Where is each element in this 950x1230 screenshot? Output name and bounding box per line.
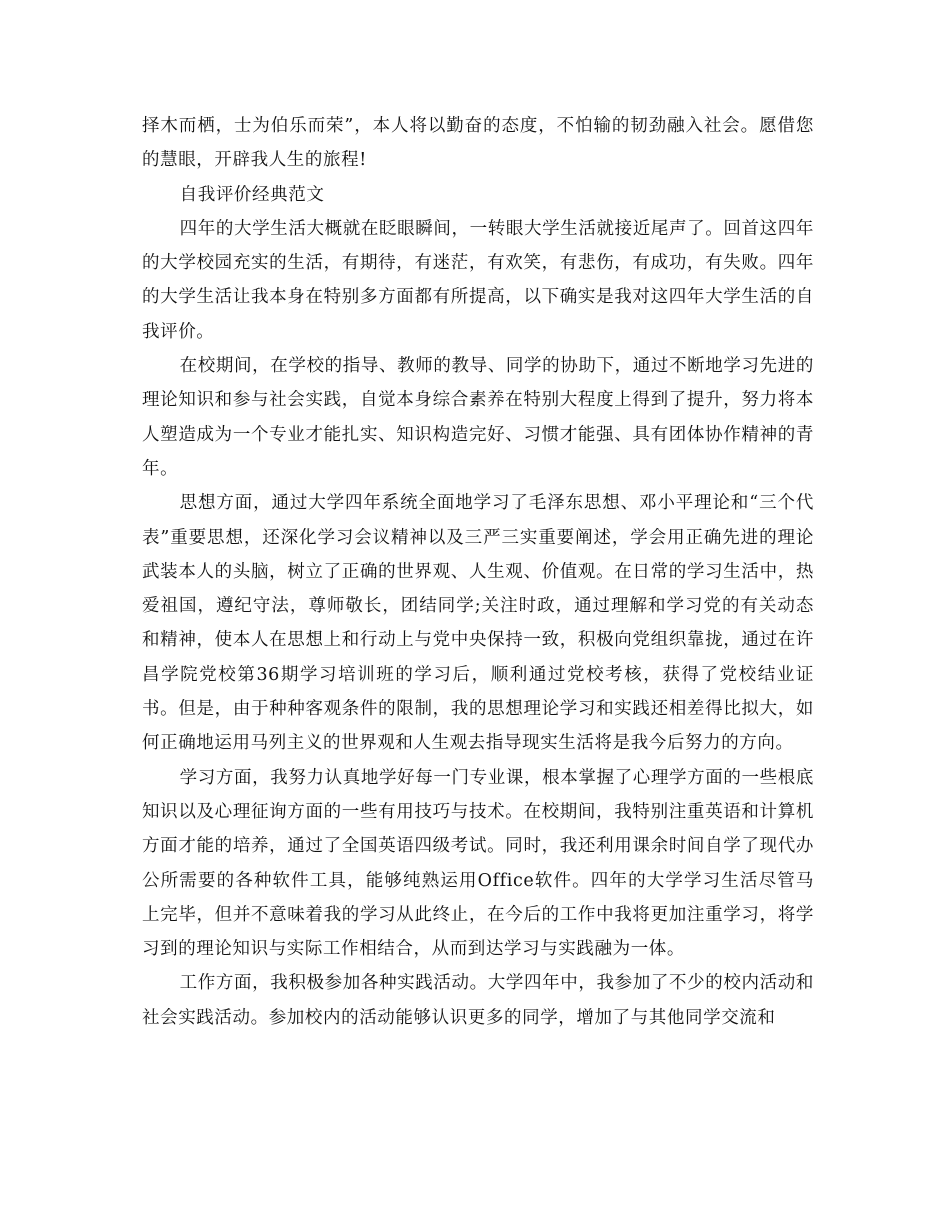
paragraph-work: 工作方面，我积极参加各种实践活动。大学四年中，我参加了不少的校内活动和社会实践活动。参加校内的活动能够认识更多的同学，增加了与其他同学交流和 <box>142 973 814 1028</box>
paragraph-intro: 四年的大学生活大概就在眨眼瞬间，一转眼大学生活就接近尾声了。回首这四年的大学校园充实的生活，有期待，有迷茫，有欢笑，有悲伤，有成功，有失败。四年的大学生活让我本身在特别多方面都有所提高，以下确实是我对这四年大学生活的自我评价。 <box>142 218 814 342</box>
section-heading: 自我评价经典范文 <box>179 184 325 205</box>
paragraph-study: 学习方面，我努力认真地学好每一门专业课，根本掌握了心理学方面的一些根底知识以及心理征询方面的一些有用技巧与技术。在校期间，我特别注重英语和计算机方面才能的培养，通过了全国英语四级考试。同时，我还利用课余时间自学了现代办公所需要的各种软件工具，能够纯熟运用Office软件。四年的大学学习生活尽管马上完毕，但并不意味着我的学习从此终止，在今后的工作中我将更加注重学习，将学习到的理论知识与实际工作相结合，从而到达学习与实践融为一体。 <box>142 767 814 960</box>
paragraph-ideology: 思想方面，通过大学四年系统全面地学习了毛泽东思想、邓小平理论和“三个代表”重要思想，还深化学习会议精神以及三严三实重要阐述，学会用正确先进的理论武装本人的头脑，树立了正确的世界观、人生观、价值观。在日常的学习生活中，热爱祖国，遵纪守法，尊师敬长，团结同学;关注时政，通过理解和学习党的有关动态和精神，使本人在思想上和行动上与党中央保持一致，积极向党组织靠拢，通过在许昌学院党校第36期学习培训班的学习后，顺利通过党校考核，获得了党校结业证书。但是，由于种种客观条件的限制，我的思想理论学习和实践还相差得比拟大，如何正确地运用马列主义的世界观和人生观去指导现实生活将是我今后努力的方向。 <box>142 493 814 754</box>
paragraph-school: 在校期间，在学校的指导、教师的教导、同学的协助下，通过不断地学习先进的理论知识和参与社会实践，自觉本身综合素养在特别大程度上得到了提升，努力将本人塑造成为一个专业才能扎实、知识构造完好、习惯才能强、具有团体协作精神的青年。 <box>142 356 814 479</box>
document-body <box>142 109 814 1035</box>
paragraph-continuation: 择木而栖，士为伯乐而荣”，本人将以勤奋的态度，不怕输的韧劲融入社会。愿借您的慧眼，开辟我人生的旅程! <box>142 116 814 171</box>
